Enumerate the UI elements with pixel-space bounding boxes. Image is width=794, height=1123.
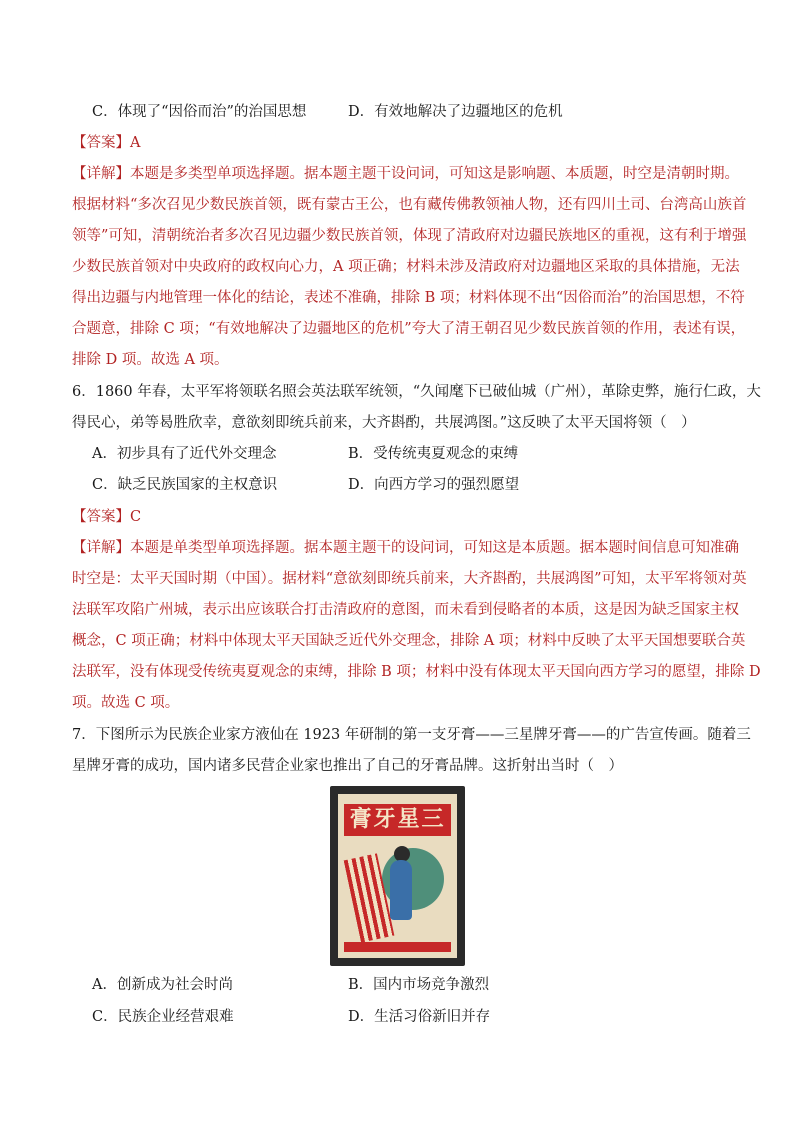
q5-answer [72,133,732,153]
detail-tag: 【详解】 [72,166,130,182]
q6-stem-line: 得民心，弟等曷胜欣幸，意欲刻即统兵前来，大齐斟酌，共展鸿图。”这反映了太平天国将领（ ） [72,415,696,431]
answer-tag: 【答案】 [72,509,130,525]
q5-detail-line: 少数民族首领对中央政府的政权向心力，A 项正确；材料未涉及清政府对边疆地区采取的具体措施，无法 [72,259,740,275]
answer-value: C [130,509,142,525]
q5-detail-line: 合题意，排除 C 项；“有效地解决了边疆地区的危机”夸大了清王朝召见少数民族首领的作用，表述有误， [72,321,746,337]
q5-option-d: D．有效地解决了边疆地区的危机 [348,104,563,120]
q7-option-d: D．生活习俗新旧并存 [348,1009,491,1025]
q6-option-b: B．受传统夷夏观念的束缚 [348,446,519,462]
poster-title: 膏牙星三 [344,804,451,836]
q6-answer [72,507,732,527]
q6-detail-line: 时空是：太平天国时期（中国）。据材料“意欲刻即统兵前来，大齐斟酌，共展鸿图”可知，太平军将领对英 [72,571,747,587]
q7-stem-line: 星牌牙膏的成功，国内诸多民营企业家也推出了自己的牙膏品牌。这折射出当时（ ） [72,758,623,774]
q7-stem-line: 7．下图所示为民族企业家方液仙在 1923 年研制的第一支牙膏——三星牌牙膏——的广告宣传画。随着三 [72,727,751,743]
detail-text: 本题是单类型单项选择题。据本题主题干的设问词，可知这是本质题。据本题时间信息可知准确 [130,540,739,556]
toothpaste-poster-image [330,786,465,966]
poster-background [338,794,457,958]
answer-value: A [130,135,141,151]
q6-option-d: D．向西方学习的强烈愿望 [348,477,520,493]
q6-option-a: A．初步具有了近代外交理念 [92,446,277,462]
detail-tag: 【详解】 [72,540,130,556]
answer-tag: 【答案】 [72,135,130,151]
q5-detail-line [72,164,739,184]
q6-detail-line: 项。故选 C 项。 [72,695,180,711]
q6-detail-line: 法联军，没有体现受传统夷夏观念的束缚，排除 B 项；材料中没有体现太平天国向西方学习的愿望，排除 D [72,664,761,680]
detail-text: 本题是多类型单项选择题。据本题主题干设问词，可知这是影响题、本质题，时空是清朝时期。 [130,166,739,182]
poster-footer-band [344,942,451,952]
q5-option-c: C．体现了“因俗而治”的治国思想 [92,104,307,120]
q5-detail-line: 排除 D 项。故选 A 项。 [72,352,229,368]
woman-figure-illustration [390,860,412,920]
q5-detail-line: 领等”可知，清朝统治者多次召见边疆少数民族首领，体现了清政府对边疆民族地区的重视，这有利于增强 [72,228,747,244]
q5-detail-line: 得出边疆与内地管理一体化的结论，表述不准确，排除 B 项；材料体现不出“因俗而治”的治国思想，不符 [72,290,745,306]
q6-detail-line [72,538,739,558]
q6-detail-line: 法联军攻陷广州城，表示出应该联合打击清政府的意图，而未看到侵略者的本质，这是因为缺乏国家主权 [72,602,739,618]
q7-option-a: A．创新成为社会时尚 [92,977,233,993]
q6-option-c: C．缺乏民族国家的主权意识 [92,477,278,493]
q6-detail-line: 概念，C 项正确；材料中体现太平天国缺乏近代外交理念，排除 A 项；材料中反映了太平天国想要联合英 [72,633,746,649]
q7-option-c: C．民族企业经营艰难 [92,1009,234,1025]
q5-detail-line: 根据材料“多次召见少数民族首领，既有蒙古王公，也有藏传佛教领袖人物，还有四川土司、台湾高山族首 [72,197,747,213]
q7-option-b: B．国内市场竞争激烈 [348,977,490,993]
q6-stem-line: 6．1860 年春，太平军将领联名照会英法联军统领，“久闻麾下已破仙城（广州），革除吏弊，施行仁政，大 [72,384,761,400]
